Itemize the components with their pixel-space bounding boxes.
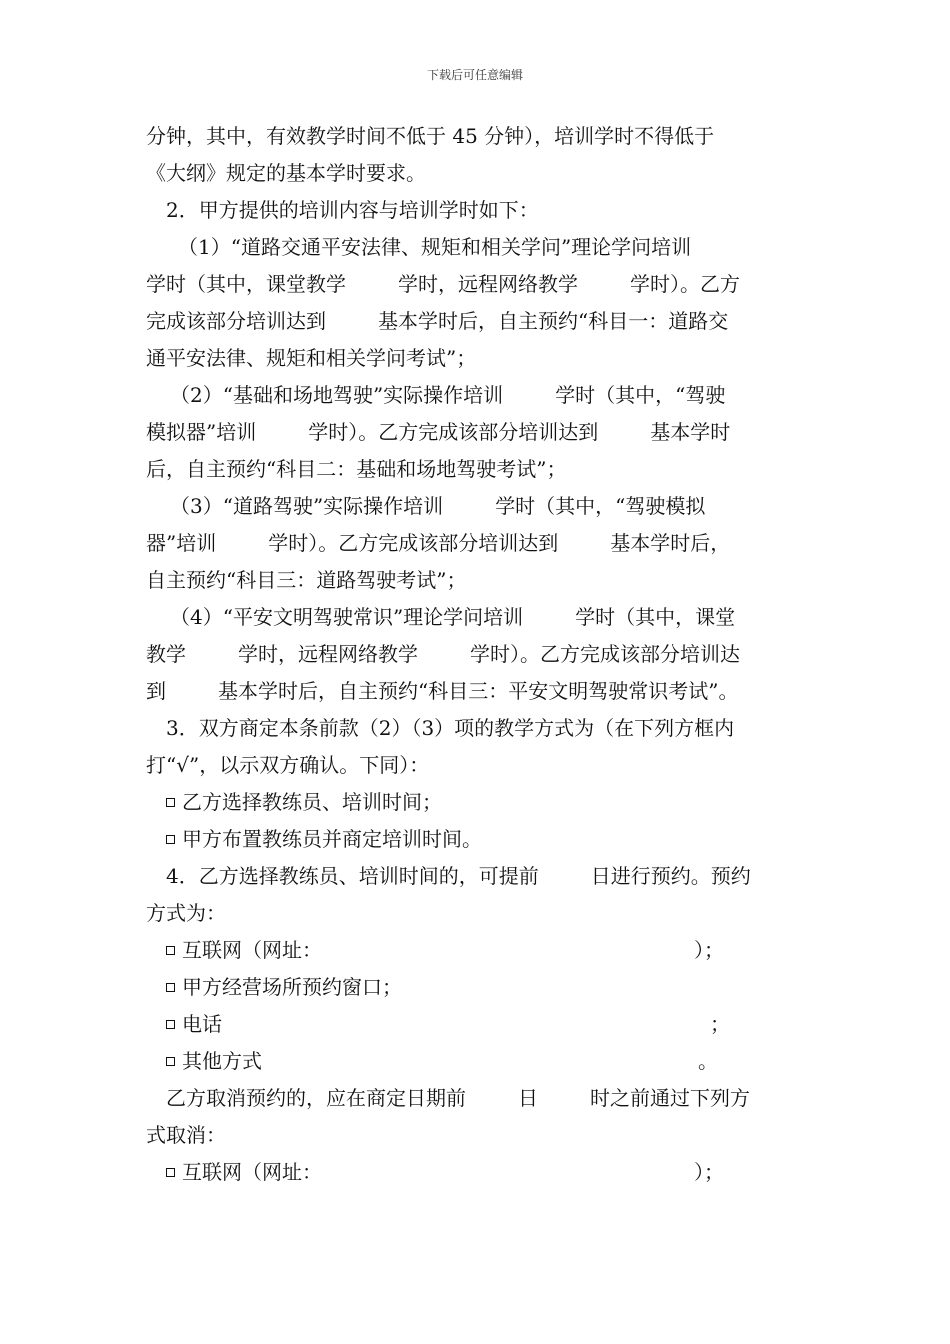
checkbox-icon[interactable] [166,946,175,955]
text-segment: ）； [694,1160,724,1184]
text-segment: 。 [698,1049,718,1073]
text-segment: （2）“基础和场地驾驶”实际操作培训 [170,383,504,407]
item-1-line [146,266,808,303]
item-2-line: 后，自主预约“科目二：基础和场地驾驶考试”； [146,457,567,481]
item-1-line: 通平安法律、规矩和相关学问考试”； [146,346,477,370]
text-segment: 4．乙方选择教练员、培训时间的，可提前 [166,864,539,888]
item-3-line: 自主预约“科目三：道路驾驶考试”； [146,568,467,592]
option-line [146,932,808,969]
option-line [146,1154,808,1191]
text-segment: ； [710,1012,730,1036]
section-4-line [146,858,808,895]
text-segment: 学时，远程网络教学 [238,642,418,666]
contract-body [146,118,808,1191]
option-label: 乙方选择教练员、培训时间； [182,790,442,814]
item-1-line: （1）“道路交通平安法律、规矩和相关学问”理论学问培训 [178,235,692,259]
text-segment: 日进行预约。预约 [590,864,751,888]
text-segment: 学时）。乙方 [630,272,740,296]
text-segment: 时之前通过下列方 [590,1086,750,1110]
option-line [146,784,808,821]
text-segment: 学时（其中，“驾驶模拟 [495,494,706,518]
section-3-line: 打“√”，以示双方确认。下同）： [146,753,430,777]
checkbox-icon[interactable] [166,798,175,807]
checkbox-icon[interactable] [166,835,175,844]
text-segment: 学时，远程网络教学 [398,272,578,296]
option-label: 其他方式 [182,1049,262,1073]
page-header: 下载后可任意编辑 [426,68,523,82]
text-segment: 模拟器”培训 [146,420,257,444]
option-label: 甲方经营场所预约窗口； [182,975,402,999]
checkbox-icon[interactable] [166,1168,175,1177]
text-segment: 学时（其中，课堂教学 [146,272,346,296]
item-4-line [146,599,808,636]
cancel-line [146,1080,808,1117]
text-segment: 基本学时后，自主预约“科目三：平安文明驾驶常识考试”。 [218,679,739,703]
option-line [146,1006,808,1043]
text-segment: 学时）。乙方完成该部分培训达到 [268,531,559,555]
option-label: 甲方布置教练员并商定培训时间。 [182,827,482,851]
text-segment: （4）“平安文明驾驶常识”理论学问培训 [170,605,524,629]
text-segment: 学时（其中，“驾驶 [555,383,726,407]
text-segment: 乙方取消预约的，应在商定日期前 [166,1086,466,1110]
cancel-line: 式取消： [146,1123,226,1147]
section-4-line: 方式为： [146,901,226,925]
option-label: 互联网（网址： [182,938,322,962]
text-segment: 日 [518,1086,538,1110]
paragraph-line: 《大纲》规定的基本学时要求。 [146,161,426,185]
item-2-line [146,414,808,451]
text-segment: 教学 [146,642,186,666]
text-segment: 学时（其中，课堂 [575,605,736,629]
item-3-line [146,488,808,525]
item-1-line [146,303,808,340]
checkbox-icon[interactable] [166,1020,175,1029]
text-segment: 基本学时 [650,420,731,444]
text-segment: 基本学时后，自主预约“科目一：道路交 [378,309,729,333]
option-line [146,1043,808,1080]
text-segment: （3）“道路驾驶”实际操作培训 [170,494,444,518]
item-4-line [146,673,808,710]
text-segment: 学时）。乙方完成该部分培训达到 [308,420,599,444]
item-4-line [146,636,808,673]
checkbox-icon[interactable] [166,1057,175,1066]
paragraph-line: 分钟，其中，有效教学时间不低于 45 分钟），培训学时不得低于 [146,124,715,148]
item-3-line [146,525,808,562]
text-segment: 完成该部分培训达到 [146,309,326,333]
option-line [146,821,808,858]
text-segment: 基本学时后， [610,531,731,555]
text-segment: ）； [694,938,724,962]
text-segment: 到 [146,679,166,703]
text-segment: 器”培训 [146,531,217,555]
option-label: 互联网（网址： [182,1160,322,1184]
checkbox-icon[interactable] [166,983,175,992]
section-3-line: 3．双方商定本条前款（2）（3）项的教学方式为（在下列方框内 [166,716,735,740]
option-label: 电话 [182,1012,222,1036]
text-segment: 学时）。乙方完成该部分培训达 [470,642,740,666]
section-2-heading: 2．甲方提供的培训内容与培训学时如下： [166,198,539,222]
option-line [146,969,808,1006]
item-2-line [146,377,808,414]
